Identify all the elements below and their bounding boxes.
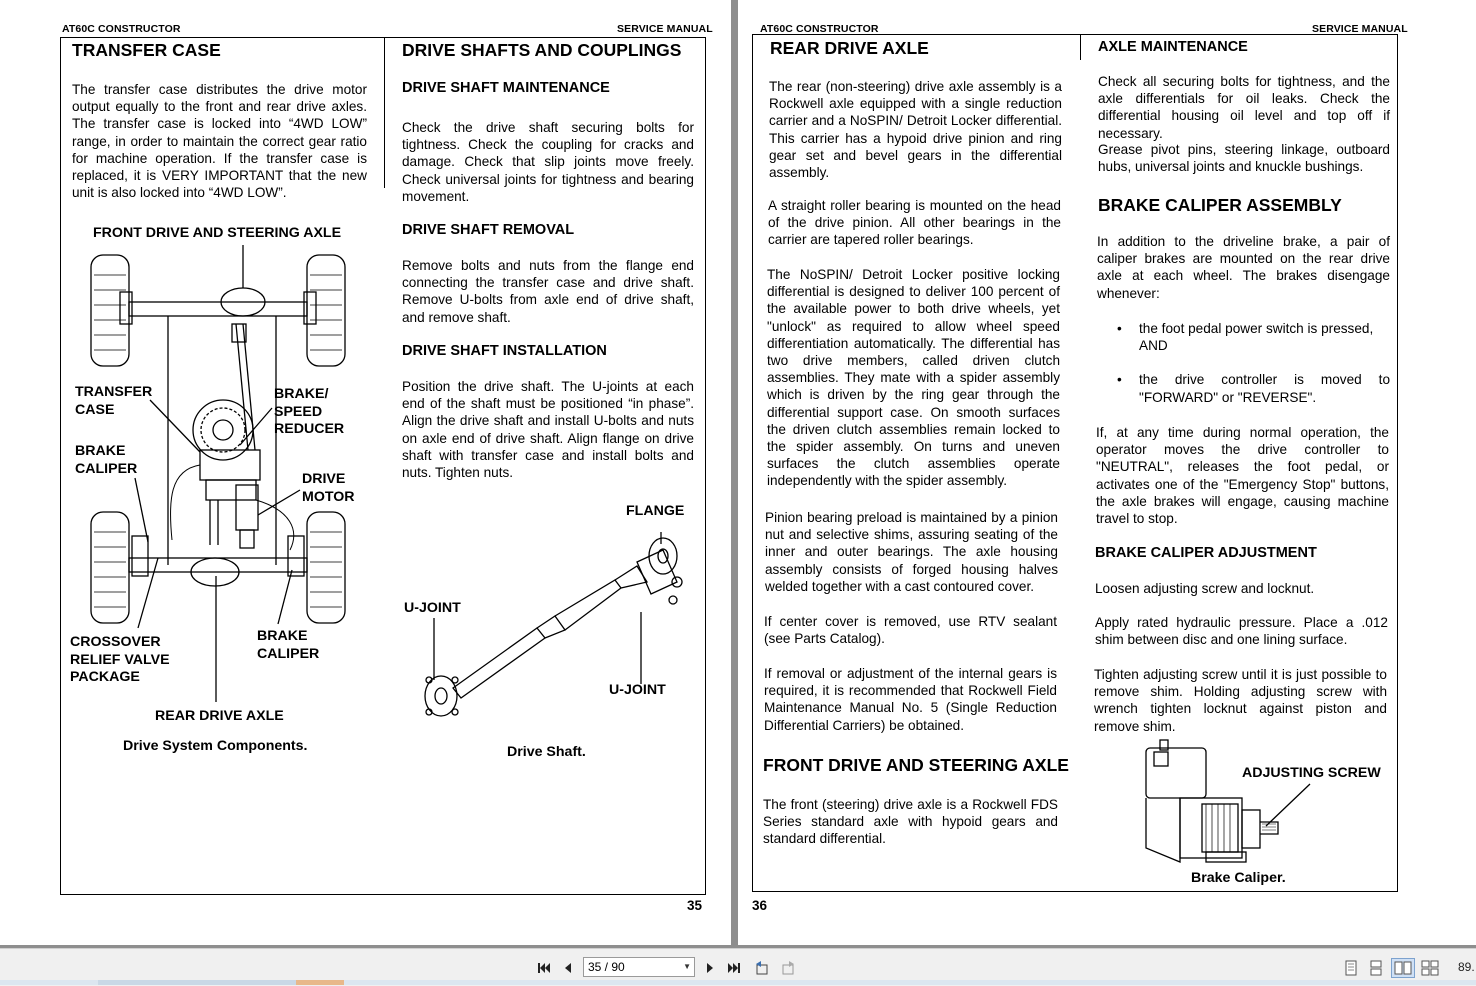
go-back-button[interactable] xyxy=(752,958,772,978)
page-36 xyxy=(738,0,1476,945)
brake-caliper-adjustment-title: BRAKE CALIPER ADJUSTMENT xyxy=(1095,545,1317,561)
axle-maintenance-p2: Grease pivot pins, steering linkage, outboard hubs, universal joints and knuckle bushings. xyxy=(1098,142,1390,175)
label-adjusting-screw: ADJUSTING SCREW xyxy=(1242,765,1381,781)
caliper-adjustment-p2: Apply rated hydraulic pressure. Place a .012 shim between disc and one lining surface. xyxy=(1095,615,1388,648)
brake-release-conditions xyxy=(1117,320,1390,423)
drive-shaft-installation-title: DRIVE SHAFT INSTALLATION xyxy=(402,343,607,359)
label-flange: FLANGE xyxy=(626,503,685,519)
facing-pages-view-button[interactable] xyxy=(1391,958,1415,978)
rear-axle-p4: Pinion bearing preload is maintained by a pinion nut and selective shims, assuring seating of the inner and outer bearings. The axle housing assembly consists of forged housing halves welded together with a cast contoured cover. xyxy=(765,510,1058,594)
rear-axle-p3: The NoSPIN/ Detroit Locker positive locking differential is designed to deliver 100 percent of the available power to both drive wheels, yet "unlock" as required to allow wheel speed differentiation automatically. The differential has two drive members, called driven clutch assemblies. They mate with a spider assembly which is driven by the ring gear through the differential support case. On smooth surfaces the driven clutch assemblies remain locked to the spider assembly. On turns and uneven surfaces the clutch assemblies operate independently with the spider assembly. xyxy=(767,267,1060,489)
label-transfer-case-line2: CASE xyxy=(75,401,115,418)
label-transfer-case-line1: TRANSFER xyxy=(75,384,153,400)
brake-caliper-p2: If, at any time during normal operation, the operator moves the drive controller to "NEUTRAL", releases the foot pedal, or activates one of the "Emergency Stop" buttons, the axle brakes will engage, causing machine travel to stop. xyxy=(1096,425,1389,527)
rear-drive-axle-title: REAR DRIVE AXLE xyxy=(770,38,929,58)
header-right: SERVICE MANUAL xyxy=(1312,23,1408,35)
label-drive-motor-line1: DRIVE xyxy=(302,471,346,487)
label-crossover-relief-valve xyxy=(70,634,170,687)
bullet-foot-pedal xyxy=(1117,320,1390,354)
label-brake-caliper-top-line1: BRAKE xyxy=(75,443,126,459)
label-front-axle: FRONT DRIVE AND STEERING AXLE xyxy=(93,225,342,241)
drive-system-caption: Drive System Components. xyxy=(123,738,308,754)
facing-continuous-view-button[interactable] xyxy=(1420,958,1440,978)
label-transfer-case xyxy=(75,384,152,419)
single-page-icon xyxy=(1344,960,1358,976)
next-page-button[interactable] xyxy=(700,958,720,978)
label-brake-speed-line1: BRAKE/ xyxy=(274,386,329,402)
column-divider xyxy=(1080,35,1081,60)
rear-axle-p1: The rear (non-steering) drive axle assembly is a Rockwell axle equipped with a single reduction carrier and a NoSPIN/ Detroit Locker differential. This carrier has a hypoid drive pinion and ring gear set and bevel gears in the differential assembly. xyxy=(769,79,1062,181)
rear-axle-p6: If removal or adjustment of the internal gears is required, it is recommended that Rockwell Field Maintenance Manual No. 5 (Single Reduction Differential Carriers) be obtained. xyxy=(764,666,1057,733)
label-drive-motor xyxy=(302,471,355,506)
brake-caliper-diagram xyxy=(1142,738,1322,870)
continuous-view-button[interactable] xyxy=(1366,958,1386,978)
bullet-drive-controller: • the drive controller is moved to "FORWARD" or "REVERSE". xyxy=(1117,371,1390,405)
label-brake-caliper-bottom-line1: BRAKE xyxy=(257,628,308,644)
previous-page-icon xyxy=(561,961,575,975)
header-left: AT60C CONSTRUCTOR xyxy=(760,23,879,35)
drive-shaft-maintenance-title: DRIVE SHAFT MAINTENANCE xyxy=(402,80,610,96)
first-page-button[interactable] xyxy=(534,958,554,978)
single-page-view-button[interactable] xyxy=(1341,958,1361,978)
label-crossover-line1: CROSSOVER xyxy=(70,634,161,650)
chevron-down-icon: ▼ xyxy=(683,962,691,971)
label-brake-caliper-bottom-line2: CALIPER xyxy=(257,645,320,662)
label-crossover-line2: RELIEF VALVE xyxy=(70,651,170,668)
go-forward-button[interactable] xyxy=(778,958,798,978)
next-page-icon xyxy=(703,961,717,975)
drive-shaft-removal-body: Remove bolts and nuts from the flange end connecting the transfer case and drive shaft. Remove U-bolts from axle end of drive shaft, and remove shaft. xyxy=(402,258,694,325)
facing-pages-icon xyxy=(1394,961,1412,975)
label-brake-speed-reducer xyxy=(274,386,344,439)
drive-shaft-diagram xyxy=(415,520,695,725)
last-page-icon xyxy=(727,961,741,975)
label-brake-caliper-top-line2: CALIPER xyxy=(75,460,138,477)
taskbar-strip xyxy=(0,980,98,985)
page-number-36: 36 xyxy=(752,898,768,913)
previous-page-button[interactable] xyxy=(558,958,578,978)
transfer-case-title: TRANSFER CASE xyxy=(72,40,221,60)
drive-shafts-title: DRIVE SHAFTS AND COUPLINGS xyxy=(402,40,682,60)
taskbar-strip xyxy=(98,980,296,985)
drive-shaft-removal-title: DRIVE SHAFT REMOVAL xyxy=(402,222,575,238)
bullet-foot-pedal-text: the foot pedal power switch is pressed, xyxy=(1139,321,1374,336)
first-page-icon xyxy=(537,961,551,975)
axle-maintenance-p1: Check all securing bolts for tightness, and the axle differentials for oil leaks. Check the differential housing oil level and top off if necessary. xyxy=(1098,74,1390,141)
label-crossover-line3: PACKAGE xyxy=(70,669,140,685)
label-brake-speed-line2: SPEED xyxy=(274,403,323,420)
taskbar-strip xyxy=(296,980,344,985)
axle-maintenance-title: AXLE MAINTENANCE xyxy=(1098,39,1248,55)
page-number-field[interactable] xyxy=(583,957,695,977)
go-forward-icon xyxy=(780,960,796,976)
label-brake-caliper-bottom xyxy=(257,628,319,663)
label-ujoint-right: U-JOINT xyxy=(609,682,666,698)
drive-shaft-maintenance-body: Check the drive shaft securing bolts for tightness. Check the coupling for cracks and damage. Check that slip joints move freely. Check universal joints for tightness and bearing movement. xyxy=(402,120,694,204)
continuous-page-icon xyxy=(1369,960,1383,976)
transfer-case-body: The transfer case distributes the drive motor output equally to the front and rear drive axles. The transfer case is locked into “4WD LOW” range, in order to maintain the correct gear ratio for machine operation. If the transfer case is replaced, it is VERY IMPORTANT that the new unit is also locked into “4WD LOW”. xyxy=(72,82,367,201)
label-rear-drive-axle: REAR DRIVE AXLE xyxy=(155,708,284,724)
label-drive-motor-line2: MOTOR xyxy=(302,488,355,505)
last-page-button[interactable] xyxy=(724,958,744,978)
bullet-foot-pedal-and: AND xyxy=(1139,338,1168,354)
caliper-adjustment-p1: Loosen adjusting screw and locknut. xyxy=(1095,581,1315,596)
rear-axle-p5: If center cover is removed, use RTV sealant (see Parts Catalog). xyxy=(764,614,1057,647)
brake-caliper-assembly-title: BRAKE CALIPER ASSEMBLY xyxy=(1098,195,1342,215)
label-brake-speed-line3: REDUCER xyxy=(274,421,345,437)
drive-shaft-caption: Drive Shaft. xyxy=(507,744,586,760)
brake-caliper-caption: Brake Caliper. xyxy=(1191,870,1286,886)
caliper-adjustment-p3: Tighten adjusting screw until it is just possible to remove shim. Holding adjusting screw with wrench tighten locknut against piston and remove shim. xyxy=(1094,667,1387,734)
page-35 xyxy=(0,0,731,945)
column-divider xyxy=(384,38,385,188)
header-left: AT60C CONSTRUCTOR xyxy=(62,23,181,35)
header-right: SERVICE MANUAL xyxy=(617,23,713,35)
front-drive-steering-axle-title: FRONT DRIVE AND STEERING AXLE xyxy=(763,755,1069,775)
brake-caliper-p1: In addition to the driveline brake, a pair of caliper brakes are mounted on the rear drive axle at each wheel. The brakes disengage whenever: xyxy=(1097,234,1390,301)
label-brake-caliper-top xyxy=(75,443,137,478)
facing-continuous-icon xyxy=(1421,960,1439,976)
page-number-value: 35 / 90 xyxy=(588,960,625,974)
drive-shaft-installation-body: Position the drive shaft. The U-joints at each end of the shaft must be positioned “in phase”. Align the drive shaft and install U-bolts and nuts on axle end of drive shaft. Align flange on drive shaft with transfer case and install bolts and nuts. Tighten nuts. xyxy=(402,379,694,481)
go-back-icon xyxy=(754,960,770,976)
taskbar-strip xyxy=(344,980,1476,985)
label-ujoint-left: U-JOINT xyxy=(404,600,461,616)
rear-axle-p2: A straight roller bearing is mounted on the head of the drive pinion. All other bearings in the carrier are tapered roller bearings. xyxy=(768,198,1061,248)
front-axle-body: The front (steering) drive axle is a Rockwell FDS Series standard axle with hypoid gears and standard differential. xyxy=(763,797,1058,847)
page-number-35: 35 xyxy=(687,898,703,913)
zoom-level[interactable]: 89. xyxy=(1458,960,1475,974)
